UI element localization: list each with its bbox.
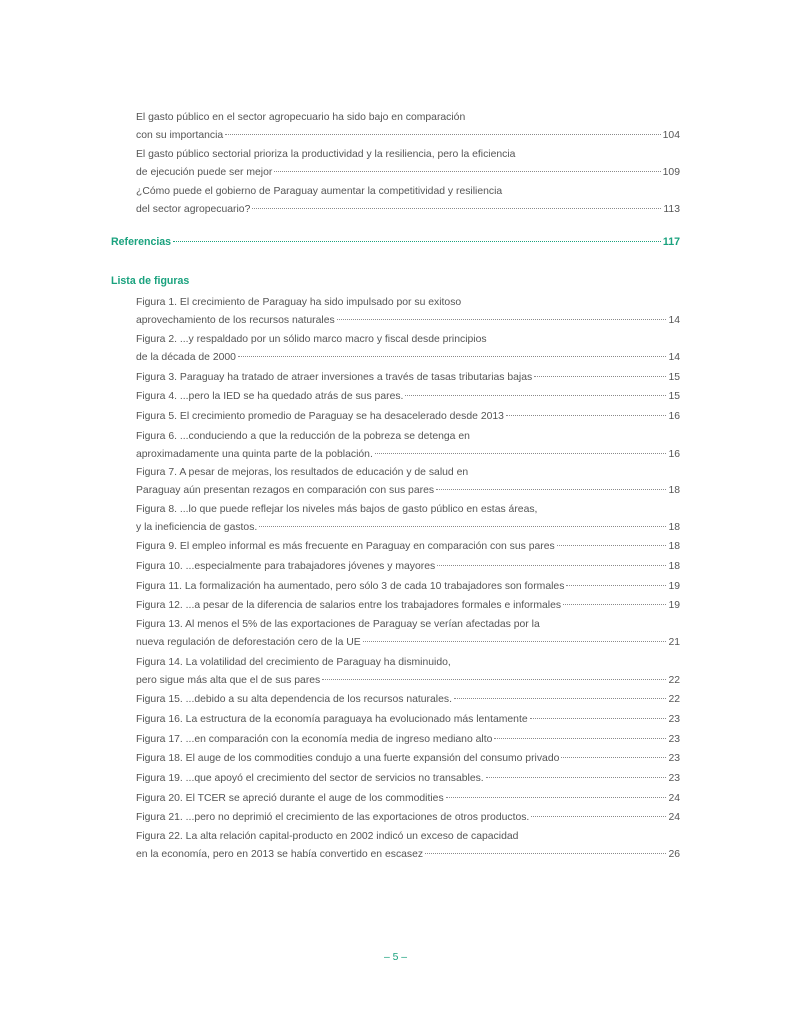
figure-entry-line1: Figura 2. ...y respaldado por un sólido marco macro y fiscal desde principios [136, 334, 487, 345]
figure-entry[interactable] [136, 750, 680, 768]
leader-dots [530, 718, 667, 719]
toc-references[interactable] [111, 233, 680, 251]
toc-entry-line1: El gasto público sectorial prioriza la productividad y la resiliencia, pero la eficiencia [136, 149, 516, 160]
leader-dots [454, 698, 666, 699]
toc-entry-line2: del sector agropecuario? [136, 204, 251, 215]
references-label: Referencias [111, 236, 172, 248]
figure-entry-page: 15 [668, 391, 680, 402]
leader-dots [274, 171, 660, 172]
figure-entry-text: Figura 4. ...pero la IED se ha quedado atrás de sus pares. [136, 391, 404, 402]
figure-entry-line1: Figura 22. La alta relación capital-producto en 2002 indicó un exceso de capacidad [136, 831, 519, 842]
figure-entry-text: Figura 5. El crecimiento promedio de Paraguay se ha desacelerado desde 2013 [136, 411, 504, 422]
figure-entry-page: 16 [668, 411, 680, 422]
figure-entry-text: Figura 9. El empleo informal es más frecuente en Paraguay en comparación con sus pares [136, 541, 555, 552]
toc-entry-page: 104 [662, 130, 680, 141]
leader-dots [252, 208, 661, 209]
leader-dots [425, 853, 666, 854]
figure-entry[interactable] [136, 770, 680, 788]
figure-entry-text: Figura 17. ...en comparación con la economía media de ingreso mediano alto [136, 734, 493, 745]
figure-entry-text: Figura 10. ...especialmente para trabajadores jóvenes y mayores [136, 561, 436, 572]
figure-entry[interactable] [136, 691, 680, 709]
figure-entry-page: 26 [668, 849, 680, 860]
figure-entry-page: 18 [668, 541, 680, 552]
toc-entry-page: 109 [662, 167, 680, 178]
figure-entry-line2: pero sigue más alta que el de sus pares [136, 675, 321, 686]
figure-entry-text: Figura 18. El auge de los commodities condujo a una fuerte expansión del consumo privado [136, 753, 560, 764]
leader-dots [259, 526, 666, 527]
figure-entry-line1: Figura 13. Al menos el 5% de las exportaciones de Paraguay se verían afectadas por la [136, 619, 540, 630]
figure-entry[interactable] [136, 828, 680, 864]
figure-entry-line2: nueva regulación de deforestación cero de la UE [136, 637, 361, 648]
toc-entry[interactable] [136, 183, 680, 219]
figure-entry-text: Figura 21. ...pero no deprimió el crecimiento de las exportaciones de otros productos. [136, 812, 530, 823]
toc-entry-line1: ¿Cómo puede el gobierno de Paraguay aumentar la competitividad y resiliencia [136, 186, 503, 197]
figure-entry-page: 18 [668, 561, 680, 572]
figure-entry[interactable] [136, 388, 680, 406]
figure-entry-page: 18 [668, 485, 680, 496]
figure-entry[interactable] [136, 428, 680, 464]
leader-dots [225, 134, 660, 135]
figure-entry-page: 15 [668, 372, 680, 383]
figure-entry-page: 16 [668, 449, 680, 460]
figure-entry-page: 14 [668, 352, 680, 363]
figure-entry[interactable] [136, 408, 680, 426]
figure-entry[interactable] [136, 731, 680, 749]
toc-entry-line1: El gasto público en el sector agropecuario ha sido bajo en comparación [136, 112, 466, 123]
figure-entry-line1: Figura 1. El crecimiento de Paraguay ha sido impulsado por su exitoso [136, 297, 462, 308]
figure-entry-line2: aprovechamiento de los recursos naturales [136, 315, 335, 326]
figure-entry-text: Figura 20. El TCER se apreció durante el auge de los commodities [136, 793, 444, 804]
figure-entry-page: 23 [668, 734, 680, 745]
leader-dots [566, 585, 666, 586]
figure-entry-line2: aproximadamente una quinta parte de la población. [136, 449, 373, 460]
leader-dots [375, 453, 667, 454]
figure-entry[interactable] [136, 464, 680, 500]
references-page: 117 [662, 236, 680, 248]
leader-dots [486, 777, 667, 778]
figure-entry-line1: Figura 14. La volatilidad del crecimiento de Paraguay ha disminuido, [136, 657, 451, 668]
leader-dots [534, 376, 666, 377]
figure-entry-text: Figura 12. ...a pesar de la diferencia de salarios entre los trabajadores formales e informales [136, 600, 562, 611]
figure-entry-page: 19 [668, 581, 680, 592]
page-number: – 5 – [383, 952, 408, 963]
leader-dots [363, 641, 667, 642]
leader-dots [494, 738, 666, 739]
toc-entry[interactable] [136, 146, 680, 182]
figure-entry-line1: Figura 6. ...conduciendo a que la reducción de la pobreza se detenga en [136, 431, 470, 442]
figure-entry-text: Figura 16. La estructura de la economía paraguaya ha evolucionado más lentamente [136, 714, 528, 725]
leader-dots [436, 489, 666, 490]
leader-dots [531, 816, 666, 817]
toc-entry[interactable] [136, 109, 680, 145]
figure-entry[interactable] [136, 616, 680, 652]
figure-entry[interactable] [136, 501, 680, 537]
figure-entry[interactable] [136, 711, 680, 729]
figure-entry-page: 24 [668, 793, 680, 804]
leader-dots [405, 395, 666, 396]
figure-entry-page: 19 [668, 600, 680, 611]
figure-entry-text: Figura 15. ...debido a su alta dependencia de los recursos naturales. [136, 694, 452, 705]
figure-entry[interactable] [136, 538, 680, 556]
figure-entry-text: Figura 3. Paraguay ha tratado de atraer inversiones a través de tasas tributarias bajas [136, 372, 533, 383]
figure-entry[interactable] [136, 558, 680, 576]
figure-entry-page: 23 [668, 714, 680, 725]
leader-dots [446, 797, 667, 798]
toc-entry-page: 113 [663, 204, 680, 215]
figures-heading: Lista de figuras [111, 275, 190, 287]
figure-entry[interactable] [136, 369, 680, 387]
toc-entry-line2: de ejecución puede ser mejor [136, 167, 273, 178]
figure-entry-line2: de la década de 2000 [136, 352, 236, 363]
toc-entry-line2: con su importancia [136, 130, 224, 141]
figure-entry-page: 22 [668, 675, 680, 686]
figure-entry[interactable] [136, 294, 680, 330]
figure-entry-line2: y la ineficiencia de gastos. [136, 522, 258, 533]
figure-entry-page: 22 [668, 694, 680, 705]
figure-entry-text: Figura 19. ...que apoyó el crecimiento del sector de servicios no transables. [136, 773, 484, 784]
figure-entry-page: 23 [668, 773, 680, 784]
leader-dots [506, 415, 666, 416]
leader-dots [563, 604, 666, 605]
figure-entry[interactable] [136, 578, 680, 596]
leader-dots [561, 757, 666, 758]
figure-entry[interactable] [136, 331, 680, 367]
figure-entry-page: 21 [668, 637, 680, 648]
leader-dots [557, 545, 667, 546]
leader-dots [437, 565, 666, 566]
leader-dots [337, 319, 667, 320]
figure-entry-line2: Paraguay aún presentan rezagos en comparación con sus pares [136, 485, 435, 496]
figure-entry[interactable] [136, 790, 680, 808]
figure-entry-page: 18 [668, 522, 680, 533]
figure-entry-line2: en la economía, pero en 2013 se había convertido en escasez [136, 849, 424, 860]
leader-dots [238, 356, 666, 357]
leader-dots [173, 241, 661, 242]
figure-entry[interactable] [136, 654, 680, 690]
leader-dots [322, 679, 666, 680]
figure-entry-page: 14 [668, 315, 680, 326]
figure-entry-line1: Figura 7. A pesar de mejoras, los resultados de educación y de salud en [136, 467, 469, 478]
figure-entry[interactable] [136, 597, 680, 615]
figure-entry-line1: Figura 8. ...lo que puede reflejar los niveles más bajos de gasto público en estas áreas, [136, 504, 538, 515]
figure-entry-text: Figura 11. La formalización ha aumentado, pero sólo 3 de cada 10 trabajadores son formales [136, 581, 565, 592]
figure-entry[interactable] [136, 809, 680, 827]
figure-entry-page: 24 [668, 812, 680, 823]
figure-entry-page: 23 [668, 753, 680, 764]
